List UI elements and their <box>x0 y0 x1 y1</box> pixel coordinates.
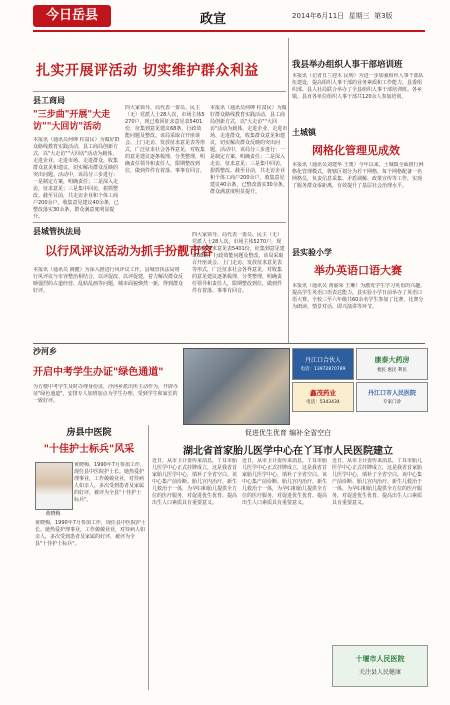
news-photo <box>183 348 290 425</box>
article-dept: 县实验小学 <box>292 248 332 257</box>
article-headline: 开启中考学生办证"绿色通道" <box>33 367 164 378</box>
page-number: 第3版 <box>374 12 393 20</box>
article-dept: 房县中医院 <box>66 428 112 438</box>
article-shahe <box>33 346 183 424</box>
hospital-ad[interactable] <box>332 645 428 687</box>
article-taier <box>152 428 424 457</box>
banner-rule <box>33 91 286 92</box>
article-headline: "三步曲"开展"大走访""大回访"活动 <box>33 110 111 132</box>
article-body: 本报讯（通讯员刘建华 王奥）今年以来，土城镇全面推行网格化管理模式，将辖区划分为若干网格，每个网格配备一名网格员，负责信息采集、矛盾调解、政策宣传等工作，实现了服务群众零距离，有效提升了基层社会治理水平。 <box>292 162 424 189</box>
section-title: 政宣 <box>200 12 227 27</box>
article-col1c <box>210 105 288 217</box>
ad-phone: 电话：5343434 <box>306 400 340 405</box>
article-body: 本报讯（通讯员 黄丽荣 王琳）为激发学生学习英语的兴趣，提高学生英语口语表达能力，县实验小学日前举办了英语口语大赛。全校三至六年级共60余名学生参加了比赛，比赛分为朗读、情景对话、即兴演讲等环节。 <box>292 283 426 310</box>
article-kicker: 促进优生优育 编补全省空白 <box>244 429 332 437</box>
ad-slogan: 便民 惠民 利民 <box>377 368 407 373</box>
ad-title: 丹江口合伙人 <box>304 357 341 364</box>
article-headline: 举办英语口语大赛 <box>314 264 402 277</box>
ad-banner-3[interactable] <box>292 382 354 412</box>
article-body: 为方便中考学生及时办理身份证，沙河乡派出所主动作为，开辟办证"绿色通道"，安排专人加班加点为学生办理，受到学生和家长的一致好评。 <box>33 384 178 404</box>
ad-banner-1[interactable] <box>292 348 354 380</box>
column-divider <box>148 425 149 690</box>
portrait-name: 黄晓梅 <box>45 511 61 517</box>
article-renshe <box>292 58 426 129</box>
section-rule <box>33 343 425 344</box>
article-tucheng <box>292 127 426 246</box>
article-headline: 以行风评议活动为抓手扮靓市容 <box>45 244 214 258</box>
article-headline: "十佳护士标兵"风采 <box>43 444 135 455</box>
article-body: 本报讯（通讯员何缚 柱富民）为做好群众路线教育实践活动，县工商局创新方式，以"大走访""大回访"活动为载体，走进企业、走进市场、走进群众，收集群众意见和建议，切实解决群众反映的突出问题。活动中，该局分三步进行：一是制定方案，明确责任；二是深入走访，征求意见；三是集中回访，狠抓整改。截至目前，共走访企业和个体工商户200余户，收集意见建议40余条，已整改落实30余条，群众满意度明显提升。 <box>210 105 288 195</box>
article-body: 近日，从市卫计委传来消息，丫耳市胎儿医学中心正式挂牌成立，这是我省首家胎儿医学中心，填补了全省空白。该中心集产前诊断、胎儿宫内治疗、新生儿救治于一体，为孕妇和胎儿提供全方位的医疗服务，对促进优生优育、提高出生人口素质具有重要意义。 <box>152 458 238 506</box>
ad-title: 鑫茂药业 <box>310 389 336 397</box>
article-headline: 湖北省首家胎儿医学中心在丫耳市人民医院建立 <box>183 446 393 457</box>
ad-title: 丹江口市人民医院 <box>367 390 416 397</box>
ad-slogan: 专家门诊 <box>383 400 401 405</box>
masthead-rule <box>33 30 425 32</box>
date-line <box>292 11 393 21</box>
masthead <box>0 0 450 38</box>
article-shiyan <box>292 247 426 335</box>
logo-text: 今日岳县 <box>45 8 98 23</box>
weekday: 星期三 <box>348 12 370 20</box>
ad-phone: 电话：13972870789 <box>300 367 346 372</box>
article-dept: 土城镇 <box>292 128 316 137</box>
date: 2014年6月11日 <box>292 12 345 20</box>
article-col1b <box>125 105 205 217</box>
banner-headline: 扎实开展评活动 切实维护群众利益 <box>36 63 259 79</box>
article-headline: 我县举办组织人事干部培训班 <box>292 60 403 70</box>
article-body: 黄晓梅，1990年7月参加工作，现任县中医院护士长。她热爱护理事业，工作兢兢业业，对待病人如亲人，多次受到患者及家属的好评，被评为全县"十佳护士标兵"。 <box>74 462 145 503</box>
article-body-continued: 近日，从市卫计委传来消息，丫耳市胎儿医学中心正式挂牌成立，这是我省首家胎儿医学中心，填补了全省空白。该中心集产前诊断、胎儿宫内治疗、新生儿救治于一体，为孕妇和胎儿提供全方位的医疗服务，对促进优生优育、提高出生人口素质具有重要意义。 <box>242 458 328 506</box>
column-divider <box>288 38 289 343</box>
article-body: 四大家领导、局代表一委员、民主（无）党派人士28人次，市场主体5270户，现已收回征求意见表5401份，征集到意见建议68条，行政效能问题及整改。该局采取召开座谈会、上门走访、发放征求意见表等形式，广泛征求社会各界意见，对收集的意见建议逐条梳理、分类整理，明确责任领导和责任人，限期整改到位，做到件件有着落、事事有回音。 <box>125 105 205 174</box>
article-body-continued: 近日，从市卫计委传来消息，丫耳市胎儿医学中心正式挂牌成立，这是我省首家胎儿医学中心，填补了全省空白。该中心集产前诊断、胎儿宫内治疗、新生儿救治于一体，为孕妇和胎儿提供全方位的医疗服务，对促进优生优育、提高出生人口素质具有重要意义。 <box>332 458 423 506</box>
article-body-continued: 四大家领导、局代表一委员、民主（无）党派人士28人次，市场主体5270户，现已收回征求意见表5401份，征集到意见建议68条，行政效能问题及整改。该局采取召开座谈会、上门走访、发放征求意见表等形式，广泛征求社会各界意见，对收集的意见建议逐条梳理、分类整理，明确责任领导和责任人，限期整改到位，做到件件有着落、事事有回音。 <box>192 232 285 294</box>
article-body: 本报讯（记者日兰迎木 民明）为进一步加强组织人事干部队伍建设，提高组织人事干部的业务素质和工作能力，县委组织部、县人社局联合举办了全县组织人事干部培训班。各乡镇、县直各单位组织人事干部共120余人参加培训。 <box>292 73 424 100</box>
divider <box>33 222 286 223</box>
ad-title: 康泰大药房 <box>374 356 410 364</box>
ad-slogan-1: 十堰市人民医院 <box>355 655 405 663</box>
article-dept: 县工商局 <box>33 96 65 105</box>
ad-banner-4[interactable] <box>356 382 428 412</box>
article-zhongyiyuan <box>33 425 145 455</box>
article-dept: 沙河乡 <box>33 347 57 356</box>
article-gongshang <box>33 95 121 247</box>
article-headline: 网格化管理见成效 <box>312 144 400 157</box>
ad-banner-2[interactable] <box>356 348 428 380</box>
article-dept: 县城管执法局 <box>33 227 81 236</box>
article-body: 本报讯（通讯员 姚健）为深入推进行风评议工作，县城管执法局将行风评议与市容整治相结合，以评促改、以评促建，着力解决群众反映强烈的占道经营、乱贴乱画等问题，城市面貌焕然一新，得到群众好评。 <box>33 267 183 294</box>
portrait-photo <box>35 462 73 510</box>
article-body: 本报讯（通讯员何缚 柱富民）为做好群众路线教育实践活动，县工商局创新方式，以"大走访""大回访"活动为载体，走进企业、走进市场、走进群众，收集群众意见和建议，切实解决群众反映的突出问题。活动中，该局分三步进行：一是制定方案，明确责任；二是深入走访，征求意见；三是集中回访，狠抓整改。截至目前，共走访企业和个体工商户200余户，收集意见建议40余条，已整改落实30余条，群众满意度明显提升。 <box>33 137 120 220</box>
ad-slogan-2: 关注县人民健康 <box>358 669 401 676</box>
logo <box>33 5 111 27</box>
article-body-continued: 黄晓梅，1990年7月参加工作，现任县中医院护士长。她热爱护理事业，工作兢兢业业，对待病人如亲人，多次受到患者及家属的好评，被评为全县"十佳护士标兵"。 <box>35 520 146 547</box>
